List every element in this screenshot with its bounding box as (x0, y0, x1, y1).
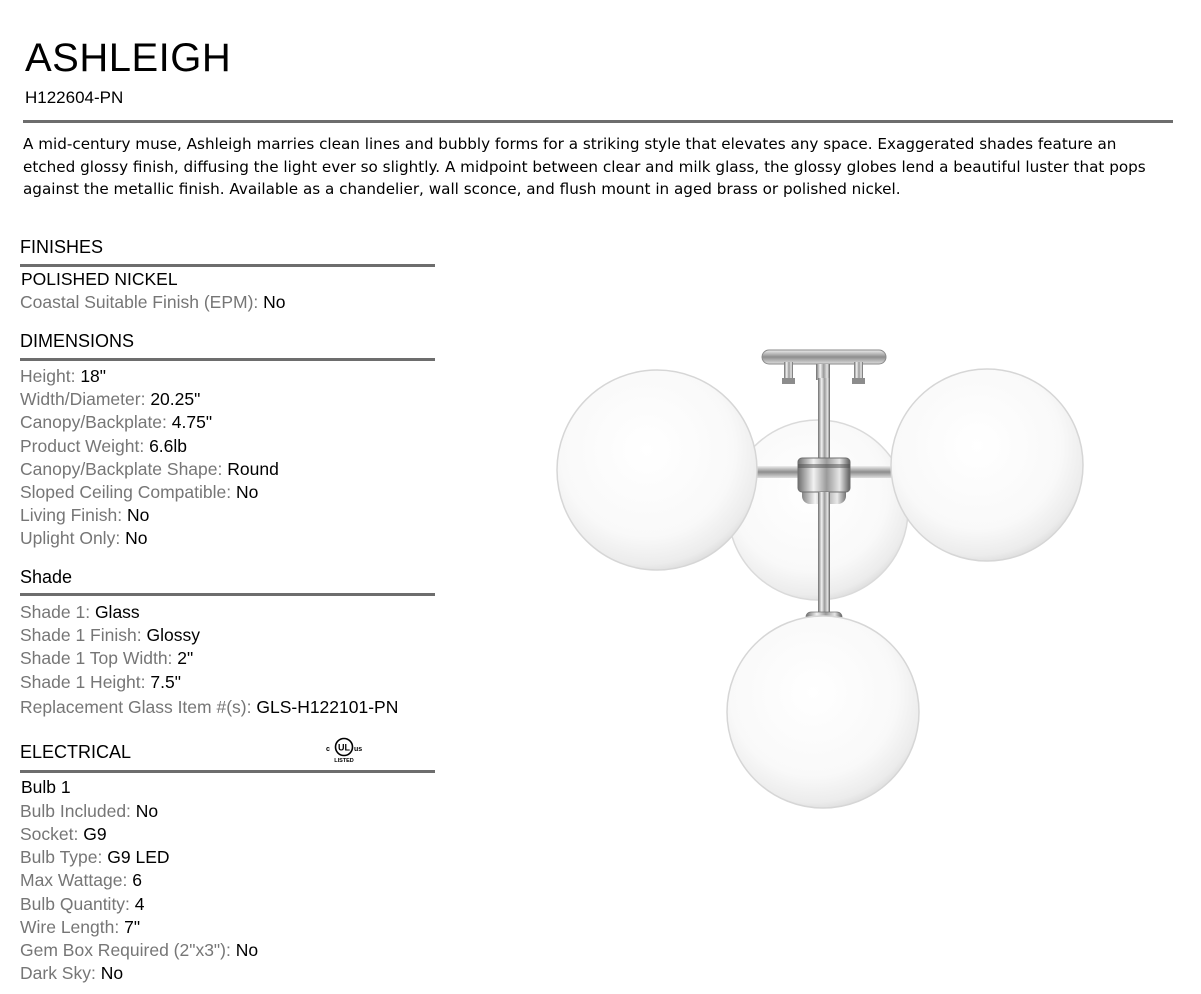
spec-value: 7" (124, 917, 141, 937)
spec-label: Wire Length: (20, 917, 120, 937)
spec-value: 4.75" (171, 412, 213, 432)
upper-stem (818, 378, 830, 470)
electrical-row (20, 801, 158, 822)
spec-value: No (125, 528, 148, 548)
spec-label: Width/Diameter: (20, 389, 146, 409)
canopy-plate (762, 350, 886, 364)
center-hub (798, 458, 850, 492)
electrical-row (20, 824, 107, 845)
spec-value: No (235, 940, 259, 960)
ul-c-text: c (326, 746, 330, 753)
hub-band (798, 464, 850, 468)
electrical-row (20, 870, 142, 891)
globe-right (891, 369, 1083, 561)
spec-value: No (127, 505, 150, 525)
spec-label: Socket: (20, 824, 79, 844)
electrical-row (20, 917, 140, 938)
spec-label: Bulb Type: (20, 847, 103, 867)
electrical-row (20, 940, 258, 961)
shade-row (20, 697, 398, 718)
spec-label: Replacement Glass Item #(s): (20, 697, 252, 717)
spec-label: Product Weight: (20, 436, 145, 456)
spec-value: No (263, 292, 286, 312)
electrical-row (20, 894, 145, 915)
spec-value: Glossy (146, 625, 200, 645)
spec-label: Bulb Quantity: (20, 894, 130, 914)
spec-label: Bulb Included: (20, 801, 131, 821)
spec-value: No (235, 482, 259, 502)
lower-stem (818, 492, 830, 618)
spec-label: Canopy/Backplate: (20, 412, 167, 432)
dimension-row (20, 482, 258, 503)
spec-value: 6.6lb (149, 436, 188, 456)
globe-left (557, 370, 757, 570)
product-title: ASHLEIGH (25, 36, 232, 80)
electrical-row (20, 847, 170, 868)
shade-row (20, 602, 140, 623)
shade-row (20, 672, 181, 693)
shade-divider (20, 593, 435, 596)
dimension-row (20, 412, 212, 433)
spec-value: 6 (132, 870, 142, 890)
spec-label: Shade 1 Finish: (20, 625, 142, 645)
spec-value: 4 (134, 894, 145, 914)
spec-value: GLS-H122101-PN (256, 697, 399, 717)
product-sku: H122604-PN (25, 88, 124, 107)
electrical-row (20, 963, 123, 984)
spec-value: 7.5" (150, 672, 181, 692)
header-divider (23, 120, 1173, 123)
dimension-row (20, 436, 187, 457)
globe-bottom (727, 616, 919, 808)
canopy-post-right-cap (852, 378, 865, 384)
dimension-row (20, 459, 279, 480)
ul-listed-text: LISTED (334, 758, 354, 764)
spec-value: G9 (83, 824, 107, 844)
spec-label: Canopy/Backplate Shape: (20, 459, 223, 479)
electrical-divider (20, 770, 435, 773)
dimension-row (20, 505, 149, 526)
spec-label: Sloped Ceiling Compatible: (20, 482, 232, 502)
spec-value: G9 LED (107, 847, 170, 867)
dimension-row (20, 389, 200, 410)
product-image (540, 340, 1100, 820)
spec-label: Shade 1: (20, 602, 91, 622)
shade-row (20, 625, 200, 646)
shade-heading: Shade (20, 567, 73, 587)
spec-label: Shade 1 Top Width: (20, 648, 173, 668)
spec-value: 18" (80, 366, 107, 386)
ul-listed-icon (322, 736, 366, 764)
bulb-heading: Bulb 1 (21, 777, 71, 797)
spec-value: 20.25" (150, 389, 201, 409)
dimension-row (20, 366, 106, 387)
dimension-row (20, 528, 147, 549)
spec-label: Height: (20, 366, 76, 386)
spec-value: No (135, 801, 159, 821)
canopy-collar (816, 364, 830, 380)
finish-row (20, 292, 286, 313)
dimensions-heading: DIMENSIONS (20, 331, 135, 351)
electrical-heading: ELECTRICAL (20, 742, 132, 762)
spec-value: 2" (177, 648, 194, 668)
ul-us-text: us (354, 746, 363, 753)
spec-label: Coastal Suitable Finish (EPM): (20, 292, 259, 312)
dimensions-divider (20, 358, 435, 361)
spec-value: No (100, 963, 124, 983)
spec-label: Gem Box Required (2"x3"): (20, 940, 231, 960)
finishes-divider (20, 264, 435, 267)
spec-label: Living Finish: (20, 505, 123, 525)
ul-text: UL (338, 742, 350, 753)
spec-label: Uplight Only: (20, 528, 121, 548)
spec-value: Glass (94, 602, 140, 622)
spec-value: Round (227, 459, 279, 479)
spec-label: Shade 1 Height: (20, 672, 146, 692)
shade-row (20, 648, 193, 669)
finish-name: POLISHED NICKEL (21, 269, 178, 289)
spec-label: Max Wattage: (20, 870, 128, 890)
canopy-post-left-cap (782, 378, 795, 384)
spec-label: Dark Sky: (20, 963, 96, 983)
product-description: A mid-century muse, Ashleigh marries clean lines and bubbly forms for a striking style that elevates any space. Exaggerated shades feature an etched glossy finish, diffusing the light ever so slightly. A midpoint between clear and milk glass, the glossy globes lend a beautiful luster that pops against the metallic finish. Available as a chandelier, wall sconce, and flush mount in aged brass or polished nickel. (23, 135, 1146, 198)
finishes-heading: FINISHES (20, 237, 104, 257)
